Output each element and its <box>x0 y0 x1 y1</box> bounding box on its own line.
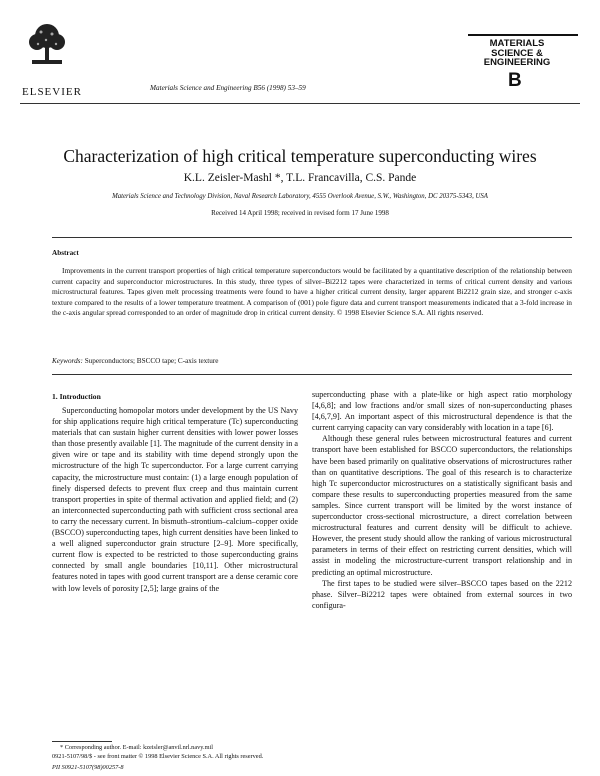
abstract-heading: Abstract <box>52 249 79 257</box>
received-dates: Received 14 April 1998; received in revised form 17 June 1998 <box>211 209 389 217</box>
logo-word-materials: MATERIALS <box>489 38 545 49</box>
keywords-label: Keywords: <box>52 357 83 365</box>
paragraph: The first tapes to be studied were silver–BSCCO tapes based on the 2212 phase. Silver–Bi2212 tapes were obtained from external sources in two configura- <box>312 578 572 610</box>
paragraph: superconducting phase with a plate-like or high aspect ratio morphology [4,6,8]; and low fractions and/or small sizes of non-superconducting phases [4,6,7,9]. An important aspect of this microstructural dependence is that the current carrying capacity can vary considerably with location in a tape [6]. <box>312 390 572 433</box>
paragraph: Although these general rules between microstructural features and current transport have been established for BSCCO superconductors, the relationships have been based primarily on qualitative observations of microstructures rather than on quantitative descriptions. The goal of this research is to characterize high Tc superconductor microstructures on a statistically significant basis and compare these results to superconducting properties measured from the same samples. Since current transport will be limited by the worst instance of superconductor cross-sectional microstructure, a direct correlation between microstructural features and current density will be difficult to achieve. However, the present study should allow the ranking of various microstructural parameters in terms of their effect on restricting current densities, which will assist in modeling the microstructure-current transport relationship and in predicting an optimal microstructure. <box>312 434 572 577</box>
elsevier-tree-icon <box>26 22 68 66</box>
journal-logo <box>468 34 578 96</box>
abstract-text: Improvements in the current transport properties of high critical temperature superconductors would be facilitated by a quantitative description of the relationship between current capacity and superconductor microstructures. In this study, three types of silver–Bi2212 tapes were characterized in terms of critical current density and various microstructural features. Tapes given melt processing treatments were found to have a higher critical current density, larger apparent Bi2212 grain size, and stronger c-axis texture compared to the results of a lower temperature treatment. A comparison of (001) pole figure data and current transport measurements indicated that a 3-fold increase in the c-axis angular spread corresponded to an order of magnitude drop in critical current density. © 1998 Elsevier Science S.A. All rights reserved. <box>52 266 572 318</box>
publisher-name: ELSEVIER <box>22 86 82 98</box>
elsevier-logo <box>22 20 82 98</box>
footnote-divider <box>52 741 112 742</box>
header-divider <box>20 103 580 104</box>
logo-bar <box>468 34 578 36</box>
journal-logo-words <box>472 39 562 68</box>
author-affiliation: Materials Science and Technology Division, Naval Research Laboratory, 4555 Overlook Avenue, S.W., Washington, DC 20375-5343, USA <box>112 193 488 200</box>
logo-word-engineering: ENGINEERING <box>483 57 551 68</box>
paragraph: Superconducting homopolar motors under development by the US Navy for ship applications require high critical temperature (Tc) superconducting materials that can sustain higher current densities with lower power losses than those presently available [1]. The magnitude of the current density in a given wire or tape and its stability with time depend strongly upon the microstructure of the high Tc superconductor. For a large current carrying capacity, the microstructure must contain: (1) a large enough population of finely dispersed defects to prevent flux creep and thus maintain current transport properties in spite of thermal activation and applied field; and (2) an interconnected superconducting path with sufficient cross sectional area to carry the necessary current. In bismuth–strontium–calcium–copper oxide (BSCCO) superconducting tapes, high current densities have been linked to a well aligned superconductor grain structure [2–9]. More specifically, current flow is expected to be restricted to those superconducting grains connected by small angle boundaries [10,11]. Other microstructural features noted in tapes with good current transport are a dense ceramic core with low levels of porosity [2,5]; large grains of the <box>52 406 298 593</box>
pii-identifier: PII S0921-5107(98)00257-8 <box>52 764 124 771</box>
corresponding-author-footnote: * Corresponding author. E-mail: kzeisler@anvil.nrl.navy.mil <box>60 744 213 751</box>
abstract-top-divider <box>52 237 572 238</box>
keywords <box>52 357 218 365</box>
journal-logo-letter: B <box>508 70 522 91</box>
logo-word-science: SCIENCE & <box>491 47 543 59</box>
author-list: K.L. Zeisler-Mashl *, T.L. Francavilla, C.S. Pande <box>183 172 417 184</box>
section-heading-introduction: 1. Introduction <box>52 392 101 401</box>
article-title: Characterization of high critical temperature superconducting wires <box>63 146 537 166</box>
copyright-line: 0921-5107/98/$ - see front matter © 1998 Elsevier Science S.A. All rights reserved. <box>52 753 264 760</box>
right-column <box>312 389 572 611</box>
abstract-bottom-divider <box>52 374 572 375</box>
journal-citation: Materials Science and Engineering B56 (1998) 53–59 <box>150 84 306 92</box>
left-column <box>52 405 298 594</box>
keywords-list: Superconductors; BSCCO tape; C-axis texture <box>82 357 219 365</box>
